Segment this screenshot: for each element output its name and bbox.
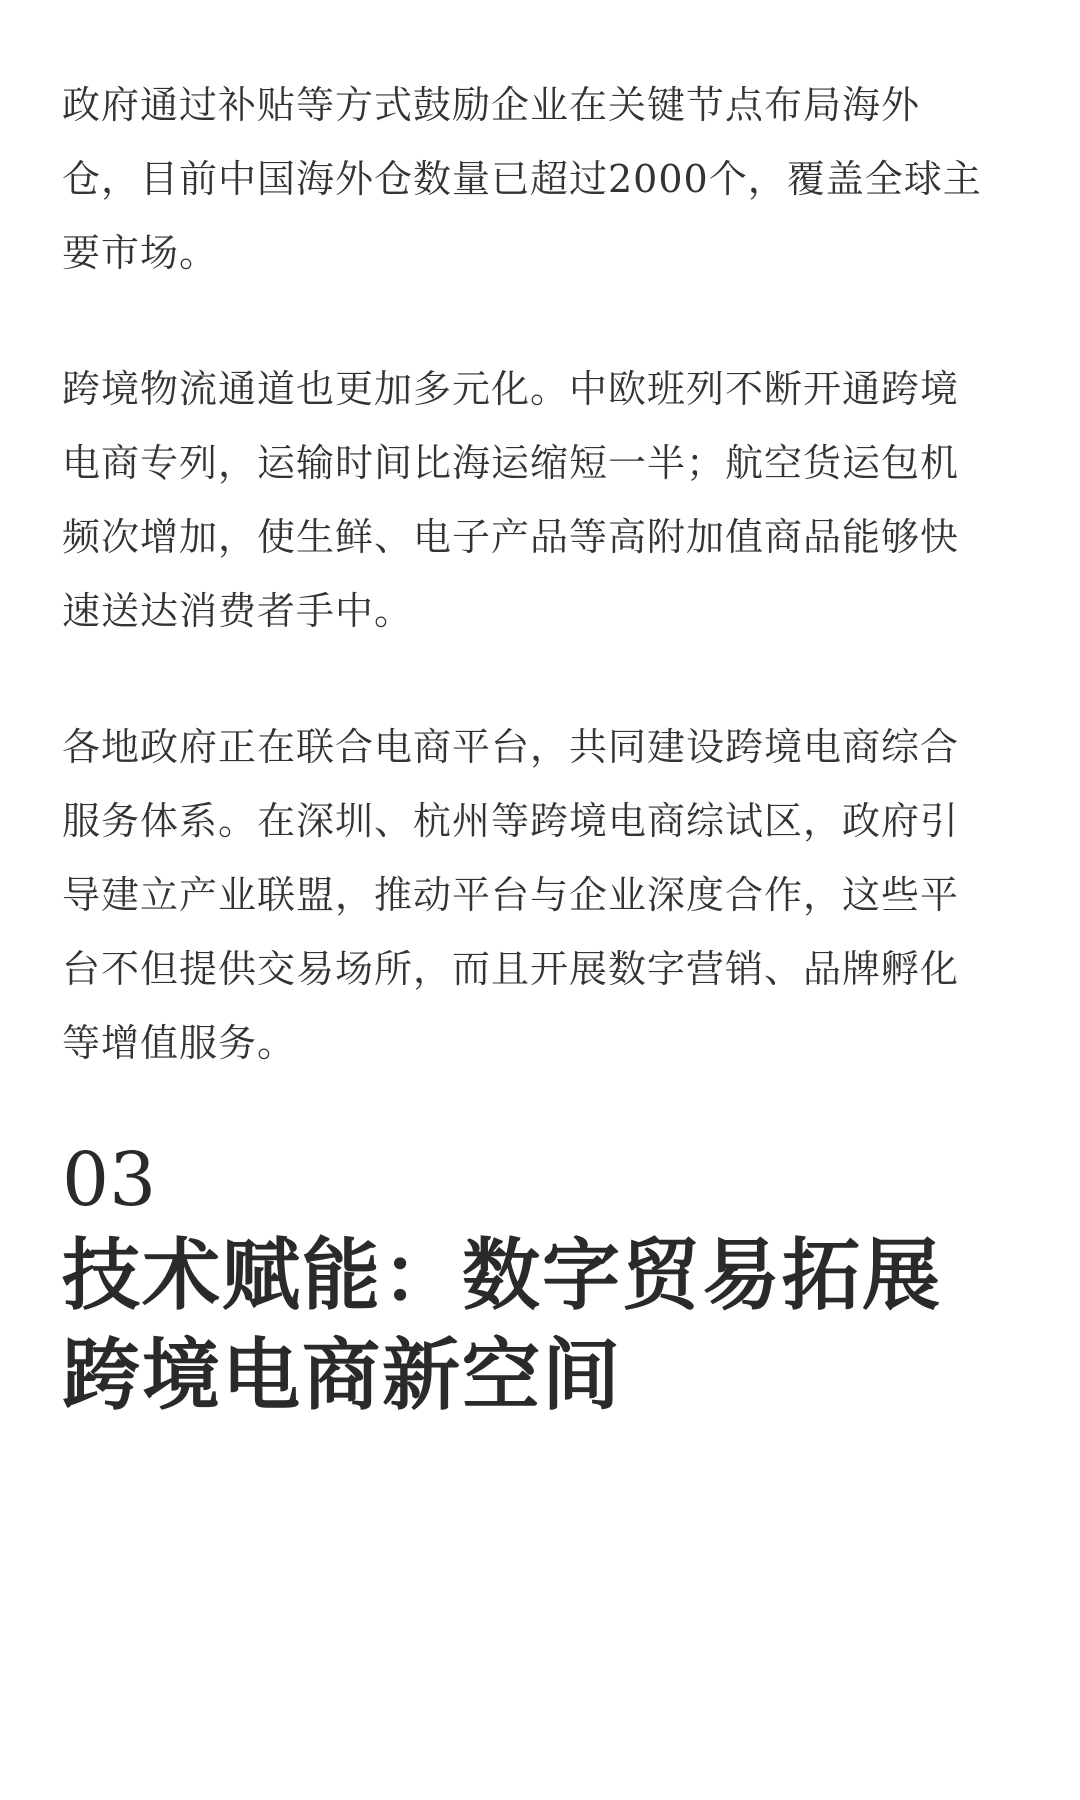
section-heading <box>62 1137 1022 1426</box>
paragraph-line: 政府通过补贴等方式鼓励企业在关键节点布局海外 <box>62 83 921 127</box>
paragraph-line: 仓，目前中国海外仓数量已超过2000个，覆盖全球主 <box>62 157 982 201</box>
paragraph-service-system <box>62 710 1022 1080</box>
paragraph-overseas-warehouses <box>62 68 1022 290</box>
paragraph-line: 台不但提供交易场所，而且开展数字营销、品牌孵化 <box>62 947 960 991</box>
paragraph-line: 跨境物流通道也更加多元化。中欧班列不断开通跨境 <box>62 367 960 411</box>
paragraph-line: 频次增加，使生鲜、电子产品等高附加值商品能够快 <box>62 515 960 559</box>
paragraph-logistics-channels <box>62 352 1022 648</box>
paragraph-line: 速送达消费者手中。 <box>62 589 414 633</box>
section-number: 03 <box>62 1137 157 1223</box>
paragraph-line: 各地政府正在联合电商平台，共同建设跨境电商综合 <box>62 725 960 769</box>
section-title <box>62 1226 1022 1426</box>
section-title-line: 技术赋能：数字贸易拓展 <box>62 1230 943 1321</box>
paragraph-line: 要市场。 <box>62 231 219 275</box>
section-title-line: 跨境电商新空间 <box>62 1330 623 1421</box>
article-body <box>62 68 1022 1142</box>
paragraph-line: 电商专列，运输时间比海运缩短一半；航空货运包机 <box>62 441 960 485</box>
paragraph-line: 导建立产业联盟，推动平台与企业深度合作，这些平 <box>62 873 960 917</box>
paragraph-line: 服务体系。在深圳、杭州等跨境电商综试区，政府引 <box>62 799 960 843</box>
paragraph-line: 等增值服务。 <box>62 1021 297 1065</box>
